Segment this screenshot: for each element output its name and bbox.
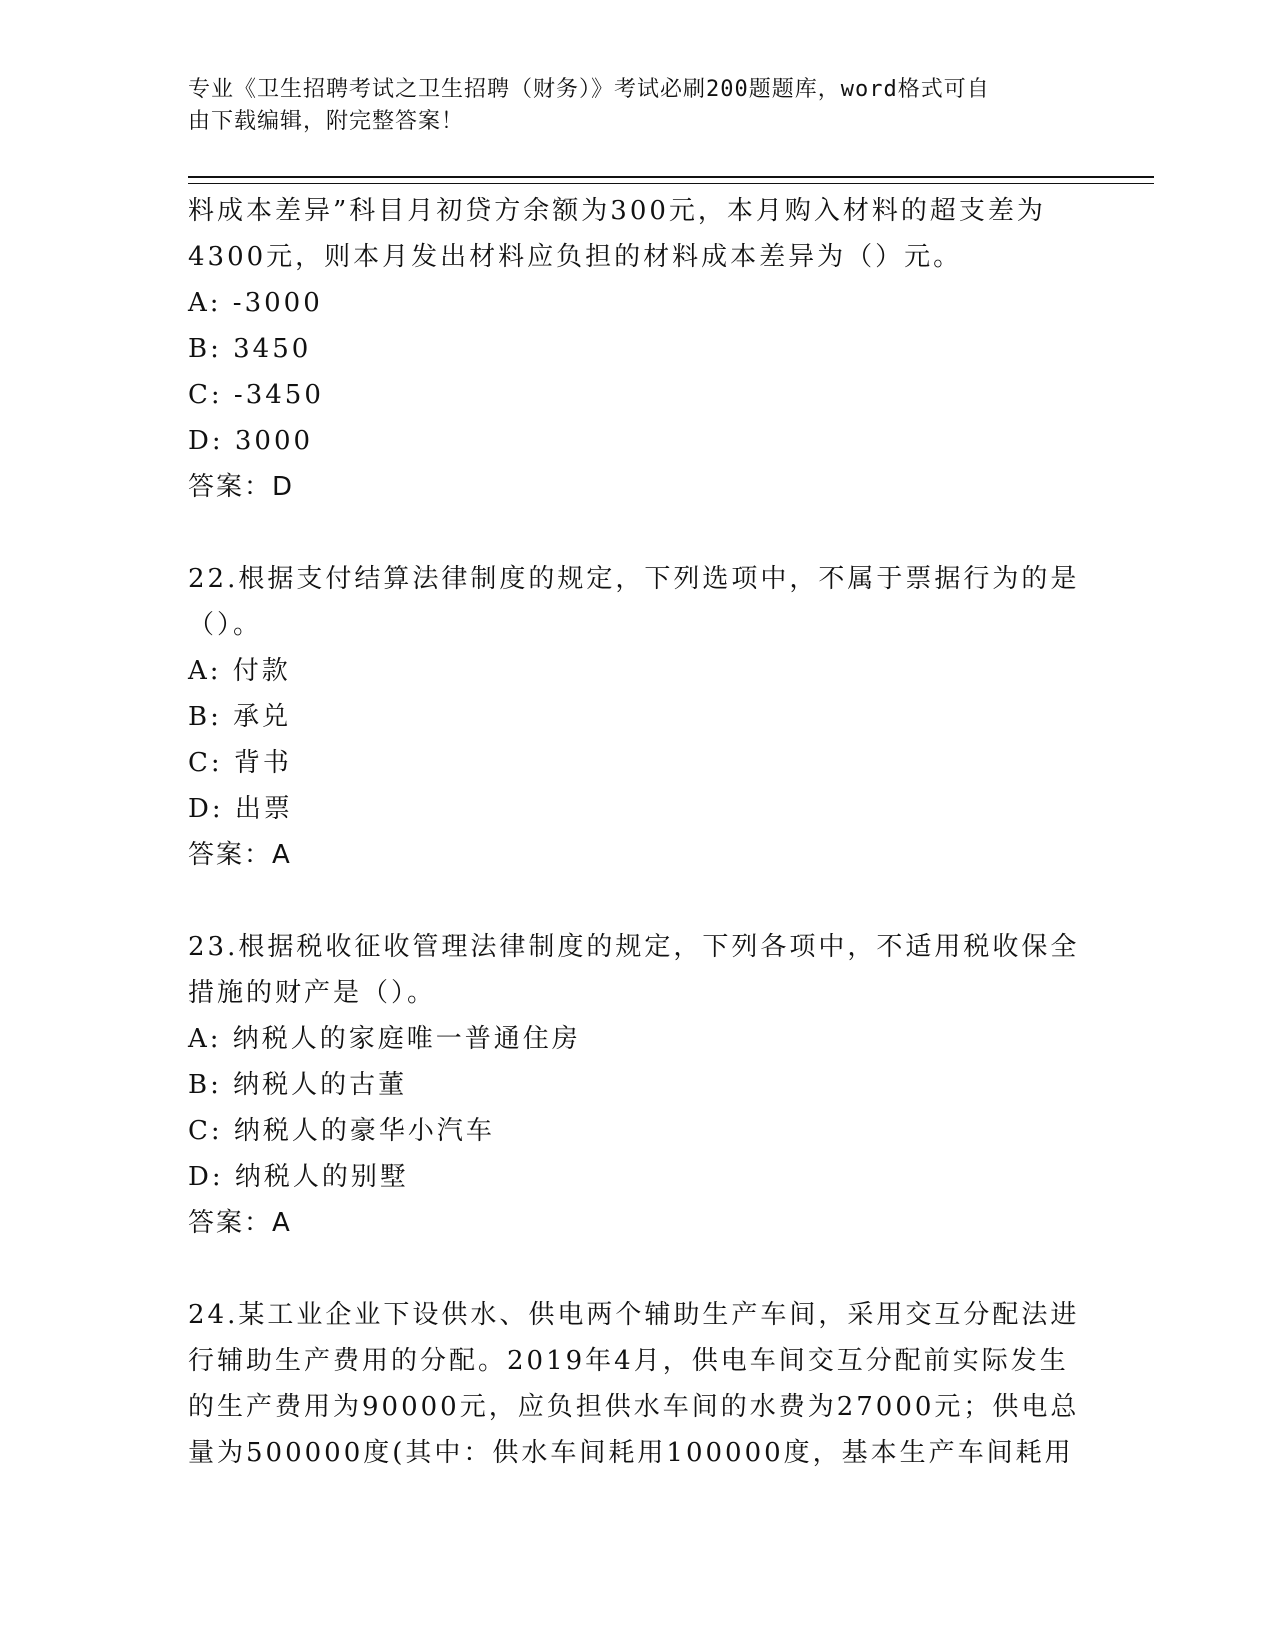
question-text-line: 22.根据支付结算法律制度的规定，下列选项中，不属于票据行为的是 (188, 564, 1080, 594)
question-text-line: 23.根据税收征收管理法律制度的规定，下列各项中，不适用税收保全 (188, 932, 1080, 962)
question-22 (188, 556, 1088, 878)
option-b: B: 3450 (188, 334, 312, 364)
option-a: A: 纳税人的家庭唯一普通住房 (188, 1024, 581, 1054)
question-text-line: 的生产费用为90000元，应负担供水车间的水费为27000元；供电总 (188, 1392, 1080, 1422)
header-rule-thick (188, 176, 1154, 178)
question-21 (188, 188, 1088, 510)
option-c: C: -3450 (188, 380, 324, 410)
header-rule-thin (188, 183, 1154, 184)
option-b: B: 承兑 (188, 702, 292, 732)
answer-line: 答案：A (188, 840, 292, 870)
question-text-line: 量为500000度(其中：供水车间耗用100000度，基本生产车间耗用 (188, 1438, 1074, 1468)
document-header (188, 74, 1078, 138)
option-b: B: 纳税人的古董 (188, 1070, 408, 1100)
question-24 (188, 1292, 1088, 1476)
header-line-1: 专业《卫生招聘考试之卫生招聘（财务）》考试必刷200题题库，word格式可自 (188, 77, 990, 102)
question-spacer (188, 510, 1088, 556)
answer-line: 答案：A (188, 1208, 292, 1238)
option-d: D: 3000 (188, 426, 314, 456)
question-text-line: （）。 (188, 610, 263, 640)
option-a: A: -3000 (188, 288, 323, 318)
header-line-2: 由下载编辑，附完整答案！ (188, 109, 465, 134)
question-text-line: 行辅助生产费用的分配。2019年4月，供电车间交互分配前实际发生 (188, 1346, 1069, 1376)
question-text-line: 4300元，则本月发出材料应负担的材料成本差异为（）元。 (188, 242, 963, 272)
option-d: D: 出票 (188, 794, 293, 824)
question-23 (188, 924, 1088, 1246)
question-spacer (188, 1246, 1088, 1292)
question-content (188, 188, 1088, 1476)
answer-line: 答案：D (188, 472, 295, 502)
option-d: D: 纳税人的别墅 (188, 1162, 409, 1192)
question-spacer (188, 878, 1088, 924)
question-text-line: 24.某工业企业下设供水、供电两个辅助生产车间，采用交互分配法进 (188, 1300, 1080, 1330)
option-c: C: 背书 (188, 748, 292, 778)
option-c: C: 纳税人的豪华小汽车 (188, 1116, 495, 1146)
question-text-line: 料成本差异”科目月初贷方余额为300元，本月购入材料的超支差为 (188, 196, 1046, 226)
option-a: A: 付款 (188, 656, 291, 686)
question-text-line: 措施的财产是（）。 (188, 978, 437, 1008)
